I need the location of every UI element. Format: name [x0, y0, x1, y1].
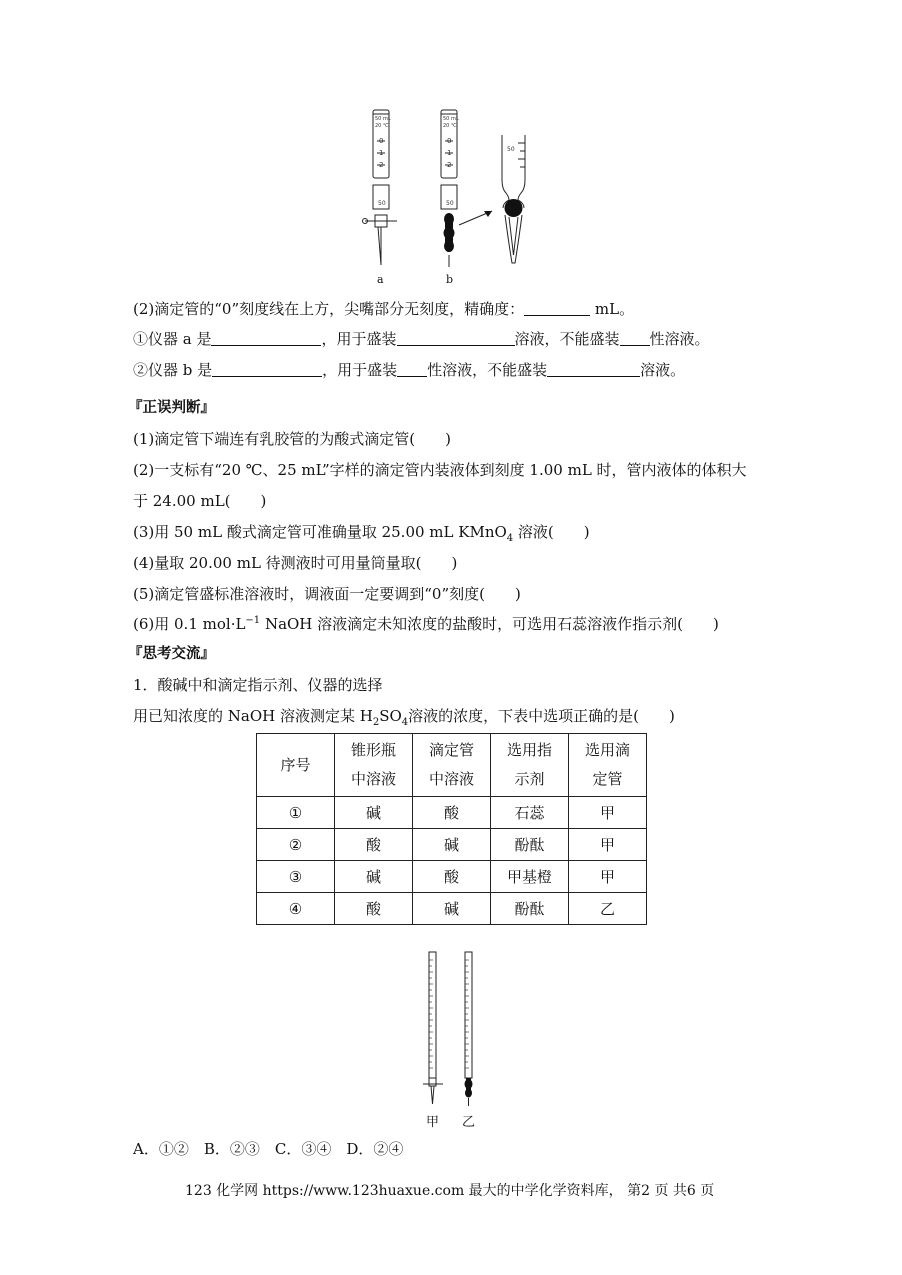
- judge-item-2-line2: 于 24.00 mL( ): [133, 492, 267, 510]
- tube-b-tick-0: 0: [447, 137, 452, 145]
- table-cell: ②: [257, 829, 335, 861]
- table-cell: 甲: [569, 829, 647, 861]
- table-cell: 乙: [569, 893, 647, 925]
- label-yi: 乙: [462, 1115, 476, 1130]
- table-cell: 酸: [335, 893, 413, 925]
- tube-a-tick-2: 2: [379, 161, 384, 169]
- header-flask: 锥形瓶 中溶液: [335, 734, 413, 797]
- table-cell: ③: [257, 861, 335, 893]
- judge-item-2-line1: (2)一支标有“20 ℃、25 mL”字样的滴定管内装液体到刻度 1.00 mL 时，管内液体的体积大: [133, 461, 747, 479]
- table-cell: 石蕊: [491, 797, 569, 829]
- burette-jia-yi-figure: [415, 948, 495, 1133]
- table-cell: 甲: [569, 797, 647, 829]
- table-row: [257, 893, 647, 925]
- label-b: b: [446, 273, 454, 286]
- judge-item-4: (4)量取 20.00 mL 待测液时可用量筒量取( ): [133, 554, 458, 572]
- header-indicator: 选用指 示剂: [491, 734, 569, 797]
- label-a: a: [377, 273, 384, 286]
- line-instrument-a: ①仪器 a 是 ，用于盛装 溶液，不能盛装 性溶液。: [133, 330, 710, 348]
- table-row: [257, 797, 647, 829]
- table-cell: 酚酞: [491, 893, 569, 925]
- line-instrument-b: ②仪器 b 是 ，用于盛装 性溶液，不能盛装 溶液。: [133, 361, 686, 379]
- blank-a-name[interactable]: [211, 330, 321, 346]
- table-cell: 酸: [413, 861, 491, 893]
- tube-b-top-label: 50 mL: [443, 116, 459, 122]
- table-cell: ①: [257, 797, 335, 829]
- burette-figure: [355, 105, 555, 290]
- header-index: 序号: [257, 734, 335, 797]
- table-cell: 甲: [569, 861, 647, 893]
- section-heading-judge: 『正误判断』: [128, 400, 215, 416]
- tube-a-top-label: 50 mL: [375, 116, 391, 122]
- subheading-indicator-selection: 1．酸碱中和滴定指示剂、仪器的选择: [133, 676, 383, 694]
- answer-options: A．①② B．②③ C．③④ D．②④: [133, 1140, 404, 1158]
- table-cell: 碱: [335, 861, 413, 893]
- question-stem: 用已知浓度的 NaOH 溶液测定某 $H_2SO_4$溶液的浓度，下表中选项正确的是( ): [133, 707, 675, 728]
- options-table: [256, 733, 647, 925]
- line-precision: (2)滴定管的“0”刻度线在上方，尖嘴部分无刻度，精确度： mL。: [133, 300, 635, 318]
- tube-a-mark-50: 50: [378, 200, 386, 207]
- section-heading-think: 『思考交流』: [128, 646, 215, 662]
- table-cell: 酚酞: [491, 829, 569, 861]
- table-cell: 碱: [413, 893, 491, 925]
- header-burette: 选用滴 定管: [569, 734, 647, 797]
- judge-item-5: (5)滴定管盛标准溶液时，调液面一定要调到“0”刻度( ): [133, 585, 521, 603]
- blank-b-not[interactable]: [547, 361, 640, 377]
- judge-item-1: (1)滴定管下端连有乳胶管的为酸式滴定管( ): [133, 430, 451, 448]
- table-row: [257, 861, 647, 893]
- table-cell: 碱: [335, 797, 413, 829]
- blank-b-name[interactable]: [212, 361, 322, 377]
- judge-item-3: (3)用 50 mL 酸式滴定管可准确量取 25.00 mL KMnO$_4$ 溶液( ): [133, 523, 590, 544]
- label-jia: 甲: [426, 1115, 440, 1130]
- blank-b-holds[interactable]: [397, 361, 427, 377]
- table-row: [257, 829, 647, 861]
- table-cell: 酸: [413, 797, 491, 829]
- table-cell: 碱: [413, 829, 491, 861]
- blank-precision[interactable]: [524, 300, 590, 316]
- tube-b-tick-1: 1: [447, 149, 452, 157]
- judge-item-6: (6)用 0.1 $mol\cdot L^{-1}$ NaOH 溶液滴定未知浓度的盐酸时，可选用石蕊溶液作指示剂( ): [133, 615, 719, 633]
- tube-a-temp-label: 20 ℃: [375, 123, 389, 129]
- table-cell: ④: [257, 893, 335, 925]
- blank-a-not[interactable]: [620, 330, 650, 346]
- tube-b-temp-label: 20 ℃: [443, 123, 457, 129]
- header-burette-solution: 滴定管 中溶液: [413, 734, 491, 797]
- tube-b-tick-2: 2: [447, 161, 452, 169]
- table-header-row: [257, 734, 647, 797]
- tube-a-tick-0: 0: [379, 137, 384, 145]
- tube-a-tick-1: 1: [379, 149, 384, 157]
- zoom-mark-50: 50: [507, 146, 515, 153]
- blank-a-holds[interactable]: [397, 330, 515, 346]
- table-cell: 酸: [335, 829, 413, 861]
- page-footer: 123 化学网 https://www.123huaxue.com 最大的中学化学资料库， 第2 页 共6 页: [185, 1183, 715, 1199]
- table-cell: 甲基橙: [491, 861, 569, 893]
- tube-b-mark-50: 50: [446, 200, 454, 207]
